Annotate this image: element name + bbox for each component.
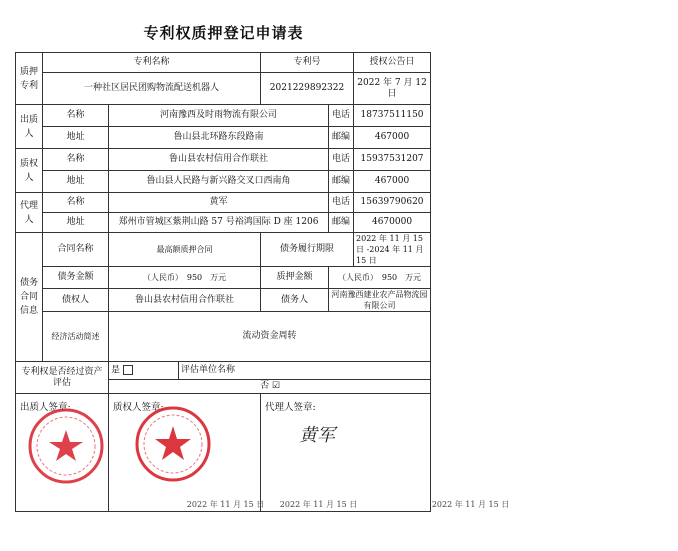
patent-date-header: 授权公告日 <box>354 53 431 73</box>
pledgee-section-label: 质权人 <box>16 149 43 193</box>
pledge-registration-form <box>15 52 510 512</box>
agent-name-label: 名称 <box>43 193 109 213</box>
agent-address: 郑州市管城区紫荆山路 57 号裕鸿国际 D 座 1206 <box>109 213 329 233</box>
debtor-label: 债务人 <box>261 289 329 312</box>
evaluation-no-cell[interactable] <box>109 380 431 394</box>
creditor: 鲁山县农村信用合作联社 <box>109 289 261 312</box>
pledgor-zip-label: 邮编 <box>329 127 354 149</box>
agent-section-label: 代理人 <box>16 193 43 233</box>
debt-amount-label: 债务金额 <box>43 267 109 289</box>
pledgee-zip: 467000 <box>354 171 431 193</box>
debt-amount: （人民币） 950 万元 <box>109 267 261 289</box>
patent-date: 2022 年 7 月 12 日 <box>354 73 431 105</box>
agent-handwritten-signature: 黄军 <box>299 425 336 446</box>
agent-address-label: 地址 <box>43 213 109 233</box>
patent-number: 2021229892322 <box>261 73 354 105</box>
debt-term-label: 债务履行期限 <box>261 233 354 267</box>
pledgor-zip: 467000 <box>354 127 431 149</box>
contract-name: 最高额质押合同 <box>109 233 261 267</box>
agent-phone-label: 电话 <box>329 193 354 213</box>
pledgor-seal-icon <box>26 406 106 486</box>
pledgee-seal-icon <box>133 404 213 484</box>
evaluation-yes-label: 是 <box>111 365 121 376</box>
pledgee-zip-label: 邮编 <box>329 171 354 193</box>
pledgee-signature-label: 质权人签章: <box>113 402 164 413</box>
debt-term: 2022 年 11 月 15 日 -2024 年 11 月 15 日 <box>354 233 431 267</box>
evaluation-question: 专利权是否经过资产评估 <box>16 362 109 394</box>
pledgor-phone-label: 电话 <box>329 105 354 127</box>
pledgor-date: 2022 年 11 月 15 日 <box>186 499 265 509</box>
pledge-amount-label: 质押金额 <box>261 267 329 289</box>
agent-name: 黄军 <box>109 193 329 213</box>
agent-signature-cell <box>261 394 510 512</box>
pledgee-name-label: 名称 <box>43 149 109 171</box>
pledgee-address: 鲁山县人民路与新兴路交叉口西南角 <box>109 171 329 193</box>
pledge-amount: （人民币） 950 万元 <box>329 267 431 289</box>
pledgor-name-label: 名称 <box>43 105 109 127</box>
evaluator-name-label: 评估单位名称 <box>179 362 431 380</box>
agent-phone: 15639790620 <box>354 193 431 213</box>
patent-number-header: 专利号 <box>261 53 354 73</box>
debtor: 河南豫西建业农产品物流园有限公司 <box>329 289 431 312</box>
agent-zip: 4670000 <box>354 213 431 233</box>
pledgor-section-label: 出质人 <box>16 105 43 149</box>
patent-section-label: 质押专利 <box>16 53 43 105</box>
pledgor-address: 鲁山县北环路东段路南 <box>109 127 329 149</box>
pledgor-signature-label: 出质人签章: <box>20 402 71 413</box>
patent-name-header: 专利名称 <box>43 53 261 73</box>
agent-zip-label: 邮编 <box>329 213 354 233</box>
evaluation-no-label: 否 <box>260 381 270 391</box>
pledgee-date: 2022 年 11 月 15 日 <box>279 499 358 509</box>
yes-checkbox[interactable] <box>123 365 133 375</box>
no-checkbox[interactable]: ☑ <box>271 381 281 391</box>
pledgor-name: 河南豫西及时雨物流有限公司 <box>109 105 329 127</box>
debt-section-label: 债务合同信息 <box>16 233 43 362</box>
agent-signature-label: 代理人签章: <box>265 402 316 413</box>
contract-name-label: 合同名称 <box>43 233 109 267</box>
pledgee-phone: 15937531207 <box>354 149 431 171</box>
pledgee-phone-label: 电话 <box>329 149 354 171</box>
purpose: 流动资金周转 <box>109 312 431 362</box>
evaluation-yes-cell[interactable] <box>109 362 179 380</box>
agent-date: 2022 年 11 月 15 日 <box>431 499 510 509</box>
form-title: 专利权质押登记申请表 <box>143 24 304 42</box>
creditor-label: 债权人 <box>43 289 109 312</box>
pledgee-address-label: 地址 <box>43 171 109 193</box>
purpose-label: 经济活动简述 <box>43 312 109 362</box>
pledgee-name: 鲁山县农村信用合作联社 <box>109 149 329 171</box>
patent-name: 一种社区居民团购物流配送机器人 <box>43 73 261 105</box>
pledgor-address-label: 地址 <box>43 127 109 149</box>
pledgor-phone: 18737511150 <box>354 105 431 127</box>
